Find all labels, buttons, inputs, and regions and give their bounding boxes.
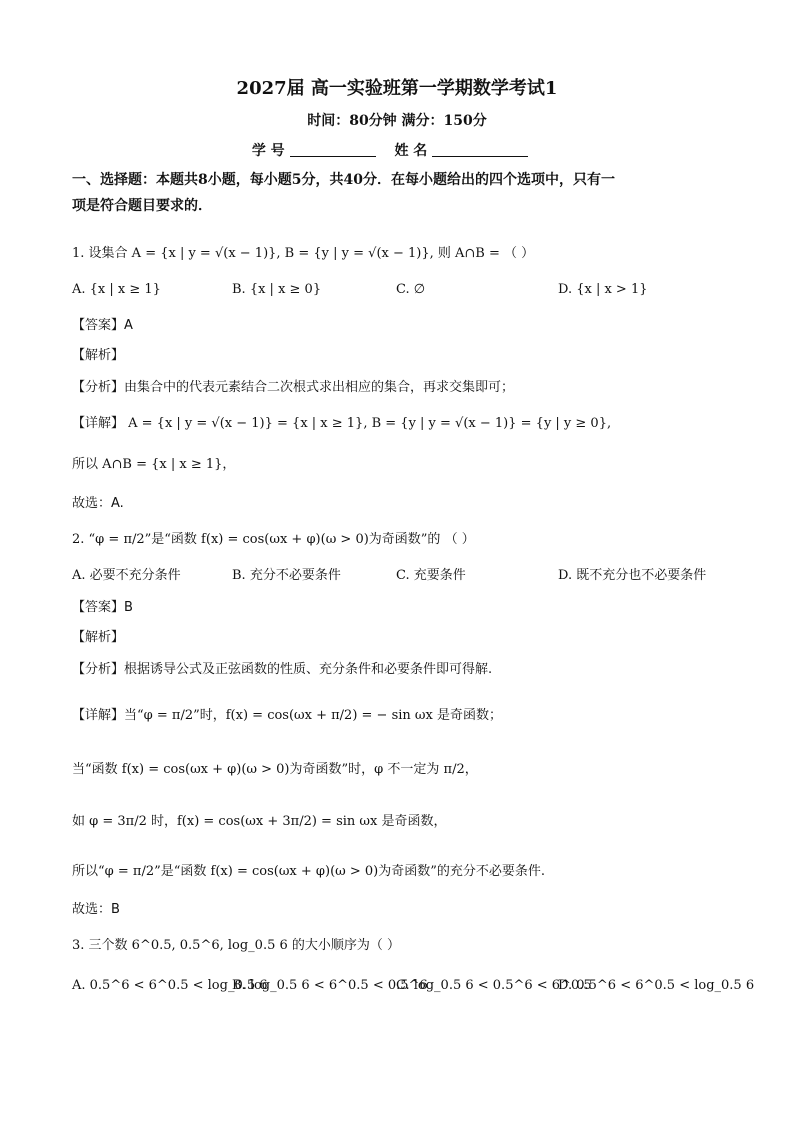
q3-option-a: A. 0.5^6 < 6^0.5 < log_0.5 6 (72, 978, 268, 993)
q2-choose: 故选：B (72, 902, 120, 917)
student-id-label: 学 号 (251, 143, 285, 159)
q2-answer: 【答案】B (72, 600, 133, 615)
q1-fenxi: 【分析】由集合中的代表元素结合二次根式求出相应的集合，再求交集即可； (72, 380, 515, 395)
exam-subtitle: 时间：80分钟 满分：150分 (307, 113, 487, 129)
q1-option-b: B. {x | x ≥ 0} (232, 282, 322, 297)
q1-option-a: A. {x | x ≥ 1} (72, 282, 161, 297)
q1-conclusion: 所以 A∩B = {x | x ≥ 1}， (72, 457, 236, 472)
student-info-line (0, 140, 794, 160)
q3-option-b: B. log_0.5 6 < 6^0.5 < 0.5^6 (232, 978, 428, 993)
q1-option-c: C. ∅ (396, 282, 426, 297)
q1-xiangjie: 【详解】 A = {x | y = √(x − 1)} = {x | x ≥ 1}, B = {y | y = √(x − 1)} = {y | y ≥ 0}, (72, 416, 612, 431)
q2-analysis-label: 【解析】 (72, 630, 125, 645)
q2-line4: 所以“φ = π/2”是“函数 f(x) = cos(ωx + φ)(ω > 0)为奇函数”的充分不必要条件. (72, 864, 546, 879)
q2-option-d: D. 既不充分也不必要条件 (558, 568, 707, 583)
q2-line3: 如 φ = 3π/2 时，f(x) = cos(ωx + 3π/2) = sin ωx 是奇函数， (72, 814, 447, 829)
section-heading-cont: 项是符合题目要求的． (72, 198, 212, 214)
q3-option-d: D. 0.5^6 < 6^0.5 < log_0.5 6 (558, 978, 755, 993)
q2-xiangjie: 【详解】当“φ = π/2”时，f(x) = cos(ωx + π/2) = − sin ωx 是奇函数； (72, 708, 502, 723)
q1-option-d: D. {x | x > 1} (558, 282, 648, 297)
q2-line2: 当“函数 f(x) = cos(ωx + φ)(ω > 0)为奇函数”时，φ 不一定为 π/2， (72, 762, 478, 777)
q2-option-c: C. 充要条件 (396, 568, 466, 583)
q1-choose: 故选：A. (72, 496, 124, 511)
q2-stem: 2. “φ = π/2”是“函数 f(x) = cos(ωx + φ)(ω > 0)为奇函数”的 （ ） (72, 532, 475, 547)
q3-option-c: C. log_0.5 6 < 0.5^6 < 6^0.5 (396, 978, 592, 993)
q2-option-b: B. 充分不必要条件 (232, 568, 341, 583)
section-heading: 一、选择题：本题共8小题，每小题5分，共40分．在每小题给出的四个选项中，只有一 (72, 172, 615, 188)
q2-fenxi: 【分析】根据诱导公式及正弦函数的性质、充分条件和必要条件即可得解. (72, 662, 493, 677)
student-name-label: 姓 名 (394, 143, 428, 159)
q2-option-a: A. 必要不充分条件 (72, 568, 181, 583)
student-id-blank (290, 142, 376, 157)
q1-stem: 1. 设集合 A = {x | y = √(x − 1)}, B = {y | y = √(x − 1)}, 则 A∩B = （ ） (72, 246, 535, 261)
exam-title: 2027届 高一实验班第一学期数学考试1 (236, 78, 558, 99)
q3-stem: 3. 三个数 6^0.5, 0.5^6, log_0.5 6 的大小顺序为（ ） (72, 938, 401, 953)
student-name-blank (432, 142, 528, 157)
q1-analysis-label: 【解析】 (72, 348, 125, 363)
q1-answer: 【答案】A (72, 318, 133, 333)
